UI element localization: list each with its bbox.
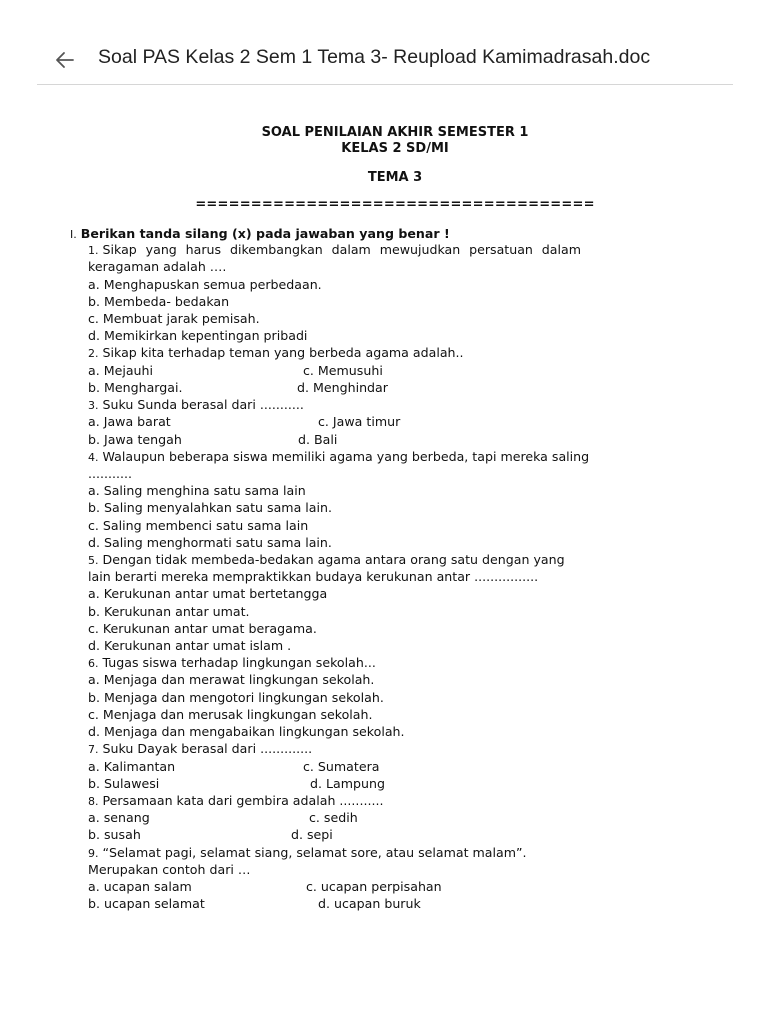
separator-line: ==================================== xyxy=(195,197,595,212)
option-a: a. senang xyxy=(88,810,150,825)
question-number: 1. xyxy=(88,244,99,257)
class-heading: KELAS 2 SD/MI xyxy=(341,141,449,156)
option-b: b. Membeda- bedakan xyxy=(88,294,230,309)
option-d: d. ucapan buruk xyxy=(318,896,421,911)
question-word: yang xyxy=(145,242,177,257)
option-d: d. Lampung xyxy=(310,776,385,791)
question-number: 4. xyxy=(88,451,99,464)
section-number: I. xyxy=(70,228,77,241)
question-1 xyxy=(88,241,581,259)
question-word: Sikap xyxy=(102,242,137,257)
question-text-continued: keragaman adalah …. xyxy=(88,259,227,274)
option-d: d. Memikirkan kepentingan pribadi xyxy=(88,328,308,343)
option-c: c. Sumatera xyxy=(303,759,380,774)
option-d: d. Menjaga dan mengabaikan lingkungan sekolah. xyxy=(88,724,405,739)
option-d: d. Menghindar xyxy=(297,380,388,395)
question-text: Suku Dayak berasal dari ............. xyxy=(102,741,313,756)
option-a: a. Kerukunan antar umat bertetangga xyxy=(88,586,328,601)
question-text: “Selamat pagi, selamat siang, selamat sore, atau selamat malam”. xyxy=(102,845,527,860)
question-text-continued: lain berarti mereka mempraktikkan budaya kerukunan antar ................ xyxy=(88,569,539,584)
question-word: harus xyxy=(185,242,222,257)
option-b: b. Kerukunan antar umat. xyxy=(88,604,250,619)
question-text: Suku Sunda berasal dari ........... xyxy=(102,397,304,412)
option-c: c. Membuat jarak pemisah. xyxy=(88,311,260,326)
question-4 xyxy=(88,448,589,466)
question-number: 2. xyxy=(88,347,99,360)
arrow-left-icon xyxy=(53,48,77,72)
question-text: Sikap kita terhadap teman yang berbeda agama adalah.. xyxy=(102,345,464,360)
section-instruction: Berikan tanda silang (x) pada jawaban yang benar ! xyxy=(80,226,450,241)
option-c: c. ucapan perpisahan xyxy=(306,879,442,894)
question-word: dikembangkan xyxy=(229,242,323,257)
option-a: a. Jawa barat xyxy=(88,414,171,429)
question-text: Walaupun beberapa siswa memiliki agama yang berbeda, tapi mereka saling xyxy=(102,449,590,464)
question-number: 6. xyxy=(88,657,99,670)
question-text: Persamaan kata dari gembira adalah ........... xyxy=(102,793,384,808)
option-d: d. Bali xyxy=(298,432,338,447)
option-d: d. sepi xyxy=(291,827,333,842)
option-a: a. ucapan salam xyxy=(88,879,192,894)
option-c: c. Saling membenci satu sama lain xyxy=(88,518,309,533)
option-b: b. susah xyxy=(88,827,141,842)
question-text-continued: ........... xyxy=(88,466,133,481)
question-number: 9. xyxy=(88,847,99,860)
option-a: a. Menjaga dan merawat lingkungan sekolah. xyxy=(88,672,375,687)
theme-heading: TEMA 3 xyxy=(367,170,423,185)
option-c: c. Menjaga dan merusak lingkungan sekolah. xyxy=(88,707,373,722)
option-c: c. Kerukunan antar umat beragama. xyxy=(88,621,317,636)
question-number: 3. xyxy=(88,399,99,412)
option-d: d. Kerukunan antar umat islam . xyxy=(88,638,292,653)
question-word: dalam xyxy=(541,242,581,257)
question-number: 8. xyxy=(88,795,99,808)
document-viewer-header xyxy=(37,34,733,85)
question-8 xyxy=(88,792,383,810)
question-7 xyxy=(88,740,312,758)
option-b: b. Saling menyalahkan satu sama lain. xyxy=(88,500,332,515)
option-c: c. Jawa timur xyxy=(318,414,401,429)
question-text-continued: Merupakan contoh dari … xyxy=(88,862,251,877)
option-b: b. Menghargai. xyxy=(88,380,183,395)
option-a: a. Menghapuskan semua perbedaan. xyxy=(88,277,322,292)
option-c: c. sedih xyxy=(309,810,358,825)
option-c: c. Memusuhi xyxy=(303,363,383,378)
option-b: b. ucapan selamat xyxy=(88,896,205,911)
back-button[interactable] xyxy=(53,48,77,72)
option-a: a. Saling menghina satu sama lain xyxy=(88,483,306,498)
option-d: d. Saling menghormati satu sama lain. xyxy=(88,535,332,550)
question-text: Tugas siswa terhadap lingkungan sekolah... xyxy=(102,655,376,670)
option-b: b. Menjaga dan mengotori lingkungan sekolah. xyxy=(88,690,384,705)
exam-heading: SOAL PENILAIAN AKHIR SEMESTER 1 xyxy=(261,125,529,140)
question-3 xyxy=(88,396,304,414)
question-9 xyxy=(88,844,527,862)
question-number: 7. xyxy=(88,743,99,756)
option-b: b. Sulawesi xyxy=(88,776,160,791)
question-word: dalam xyxy=(331,242,371,257)
question-word: mewujudkan xyxy=(379,242,461,257)
option-a: a. Kalimantan xyxy=(88,759,176,774)
question-text: Dengan tidak membeda-bedakan agama antara orang satu dengan yang xyxy=(102,552,565,567)
option-b: b. Jawa tengah xyxy=(88,432,182,447)
document-title: Soal PAS Kelas 2 Sem 1 Tema 3- Reupload Kamimadrasah.doc xyxy=(98,46,651,68)
question-2 xyxy=(88,344,464,362)
question-word: persatuan xyxy=(469,242,533,257)
question-number: 5. xyxy=(88,554,99,567)
question-5 xyxy=(88,551,565,569)
option-a: a. Mejauhi xyxy=(88,363,154,378)
question-6 xyxy=(88,654,376,672)
